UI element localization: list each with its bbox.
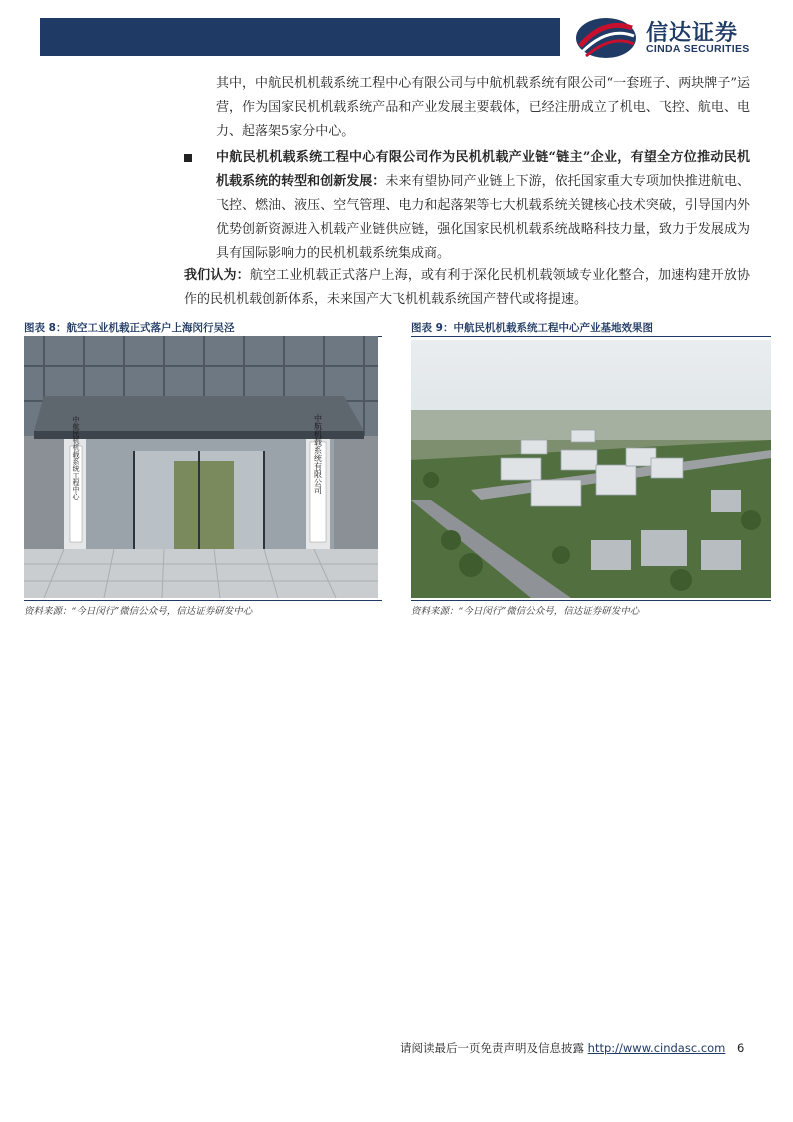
logo-text-cn: 信达证券 <box>646 21 739 46</box>
page-footer <box>400 1040 744 1056</box>
logo-text-en: CINDA SECURITIES <box>646 43 750 55</box>
paragraph-3-body: 航空工业机载正式落户上海，或有利于深化民机机载领域专业化整合，加速构建开放协作的民机机载创新体系，未来国产大飞机机载系统国产替代或将提速。 <box>184 268 750 307</box>
figure-8-sign-right: 中航机载系统有限公司 <box>313 414 323 494</box>
figure-9-top-rule <box>411 336 771 337</box>
cinda-logo-icon <box>574 16 638 60</box>
figure-9-title: 图表 9：中航民机机载系统工程中心产业基地效果图 <box>411 322 653 334</box>
page-number: 6 <box>737 1041 745 1055</box>
paragraph-1: 其中，中航民机机载系统工程中心有限公司与中航机载系统有限公司“一套班子、两块牌子”运营，作为国家民机机载系统产品和产业发展主要载体，已经注册成立了机电、飞控、航电、电力、起落架5家分中心。 <box>216 76 750 139</box>
figure-8-sign-left: 中航民机机载系统工程中心 <box>72 416 80 500</box>
figure-9-source: 资料来源：“今日闵行”微信公众号，信达证券研发中心 <box>411 606 640 617</box>
paragraph-3 <box>184 264 750 312</box>
figure-8-bottom-rule <box>24 600 382 601</box>
figure-9-bottom-rule <box>411 600 771 601</box>
company-logo <box>574 16 774 60</box>
figure-8-source: 资料来源：“今日闵行”微信公众号，信达证券研发中心 <box>24 606 253 617</box>
figure-8-photo <box>24 336 378 598</box>
bullet-square-icon <box>184 154 192 162</box>
paragraph-2-body: 未来有望协同产业链上下游，依托国家重大专项加快推进航电、飞控、燃油、液压、空气管理、电力和起落架等七大机载系统关键核心技术突破，引导国内外优势创新资源进入机载产业链供应链，强化国家民机机载系统战略科技力量，致力于发展成为具有国际影响力的民机机载系统集成商。 <box>216 174 750 261</box>
paragraph-2-lead: 中航民机机载系统工程中心有限公司作为民机机载产业链“链主”企业，有望全方位推动民机机载系统的转型和创新发展： <box>216 150 750 189</box>
paragraph-3-lead: 我们认为： <box>184 268 250 283</box>
figure-9-rendering <box>411 340 771 598</box>
figure-8-title: 图表 8：航空工业机载正式落户上海闵行吴泾 <box>24 322 235 334</box>
footer-website-link[interactable]: http://www.cindasc.com <box>587 1041 726 1055</box>
paragraph-2 <box>216 146 750 266</box>
footer-disclaimer: 请阅读最后一页免责声明及信息披露 <box>400 1041 584 1055</box>
header-bar <box>40 18 560 56</box>
